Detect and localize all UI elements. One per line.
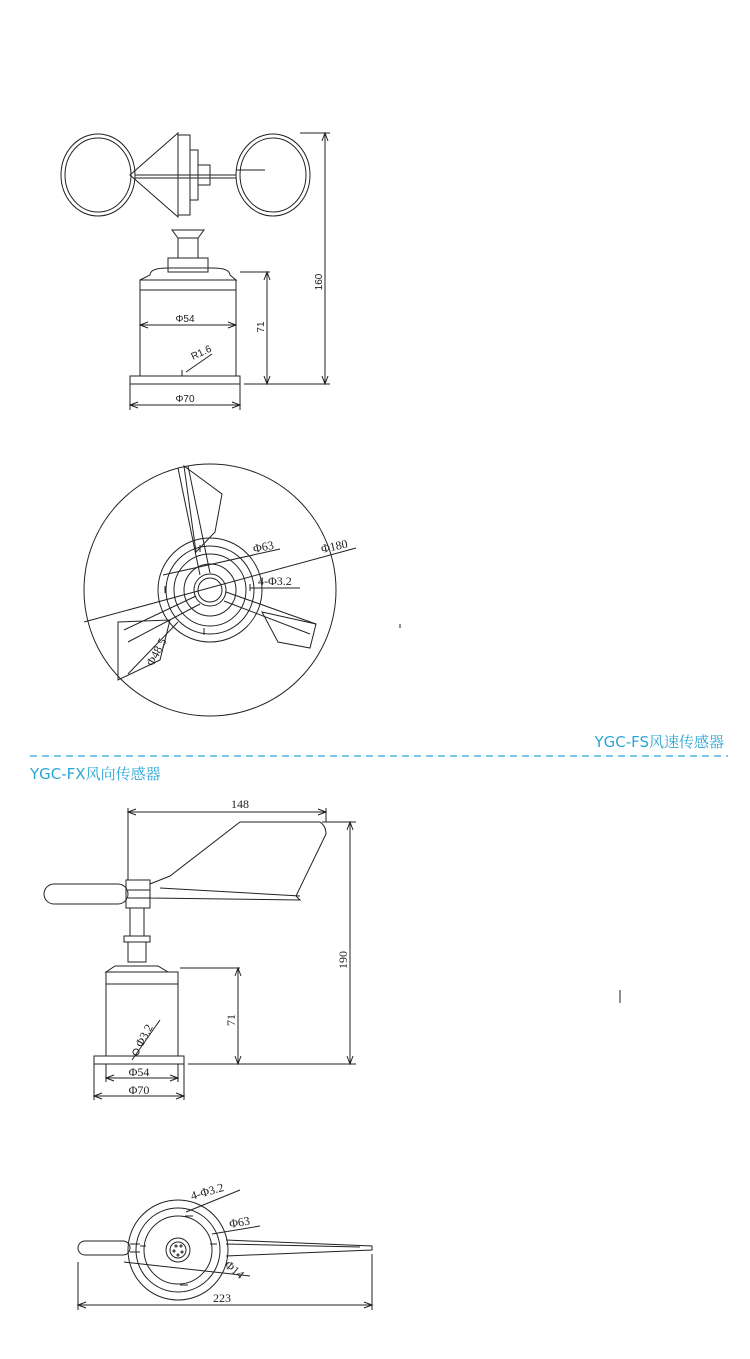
fs-body	[140, 280, 236, 376]
fx-caption: YGC-FX风向传感器	[30, 765, 161, 783]
fs-side-view	[61, 133, 330, 410]
fs-radius-label: R1.6	[189, 343, 214, 363]
fx-connector-dia-label: Φ14	[222, 1257, 247, 1282]
fx-base	[94, 1056, 184, 1064]
fs-body-dia-label: Φ54	[175, 314, 195, 325]
fx-side-view	[44, 808, 356, 1100]
fx-flange-circle	[128, 1200, 228, 1300]
fx-body-height-label: 71	[224, 1014, 238, 1026]
fx-height-label: 190	[336, 951, 350, 969]
fx-holes-label: 4-Φ3.2	[188, 1180, 226, 1203]
fx-length-223-label: 223	[213, 1291, 231, 1305]
fs-base-dia-label: Φ70	[175, 394, 195, 405]
fx-body-dia-label: Φ54	[128, 1065, 150, 1079]
fx-hole-label: Φ3.2	[132, 1021, 156, 1050]
fs-outer-dia-label: Φ180	[319, 536, 349, 556]
fx-base-dia-label: Φ70	[128, 1083, 150, 1097]
right-cup	[236, 134, 310, 216]
cup-right	[262, 612, 316, 648]
fs-top-view	[84, 464, 356, 716]
vane	[150, 822, 326, 900]
left-cup	[61, 134, 135, 216]
counterweight	[44, 884, 128, 904]
fs-holes-label: 4-Φ3.2	[258, 574, 292, 588]
fs-cup-dia-label: Φ48.5	[143, 635, 170, 669]
fx-length-label: 148	[231, 797, 249, 811]
fs-caption: YGC-FS风速传感器	[594, 733, 724, 751]
fx-vane-tail	[226, 1240, 372, 1256]
fs-height-label: 160	[314, 273, 325, 291]
fs-flange-dia-label: Φ63	[251, 537, 275, 556]
fs-base	[130, 376, 240, 384]
fs-body-height-label: 71	[256, 321, 267, 333]
fx-flange-dia-label: Φ63	[228, 1213, 251, 1231]
